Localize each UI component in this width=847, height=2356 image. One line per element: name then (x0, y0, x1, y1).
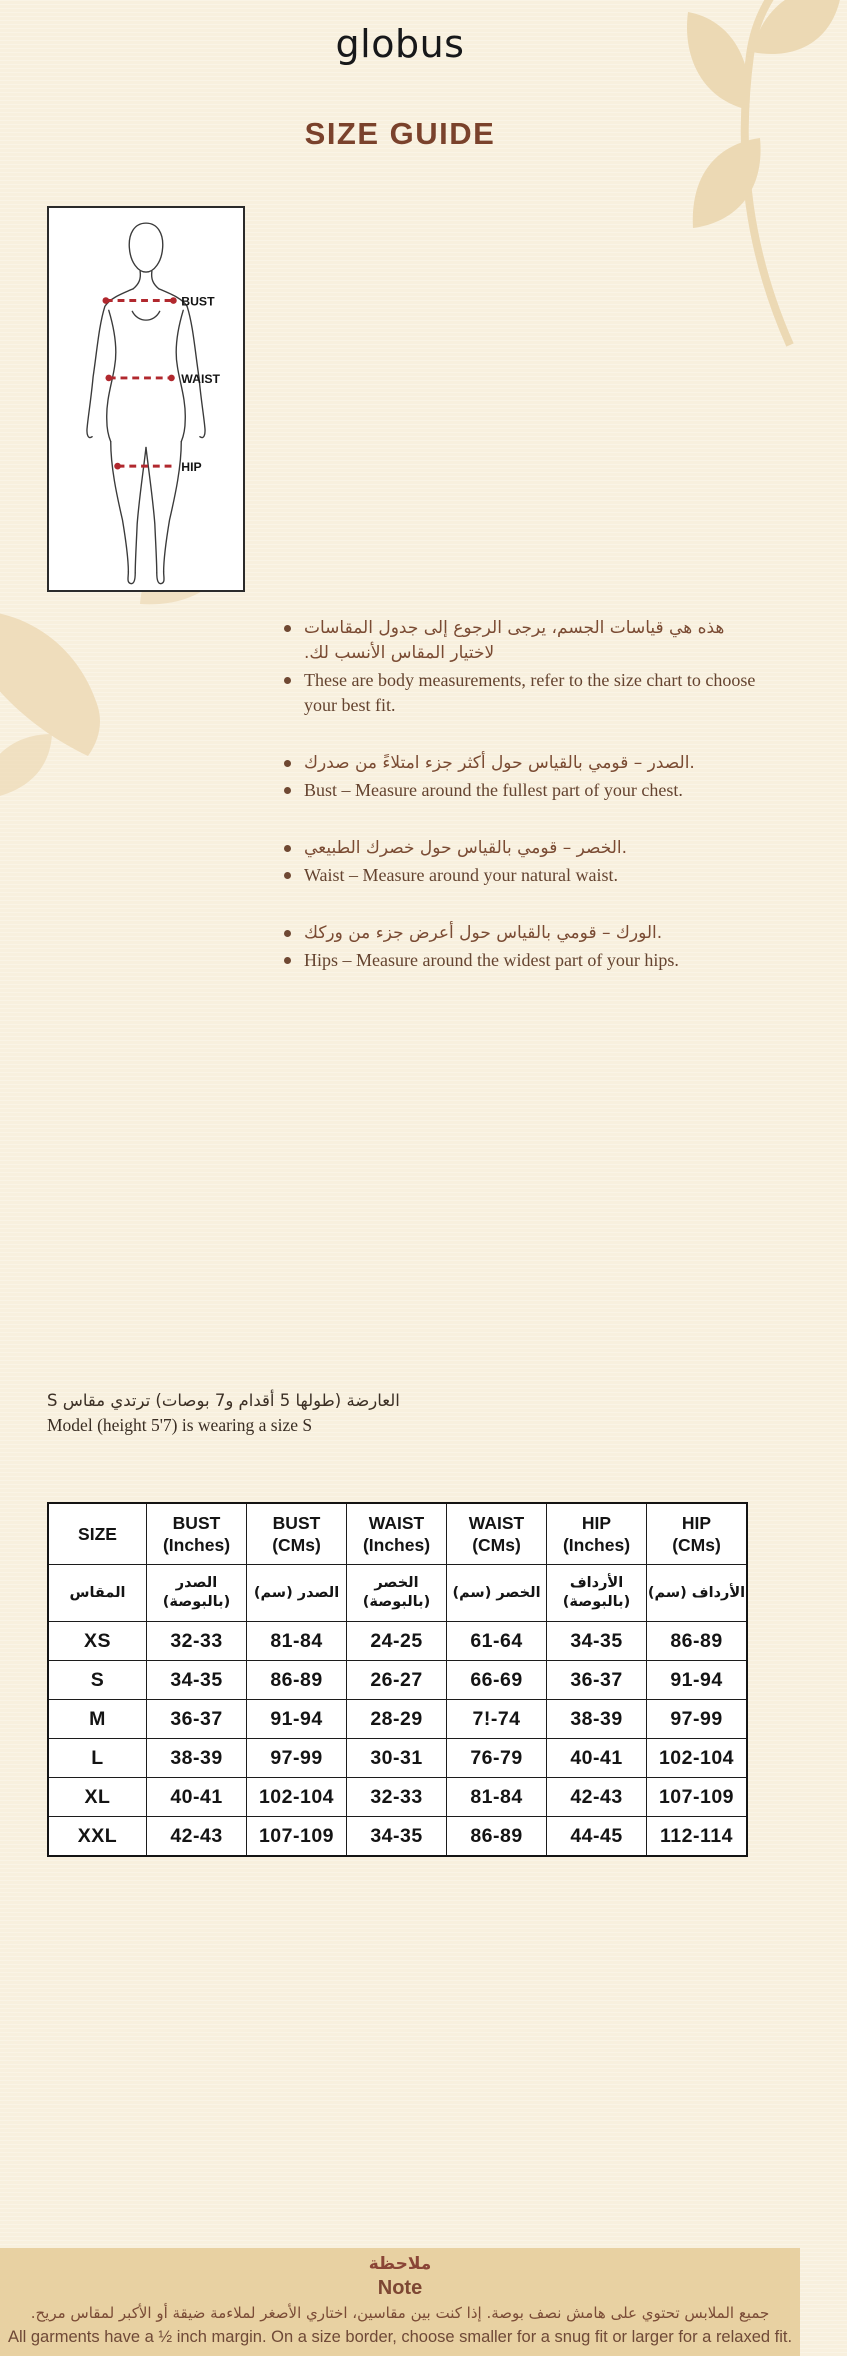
value-cell: 102-104 (247, 1778, 347, 1817)
value-cell: 42-43 (547, 1778, 647, 1817)
bullet-icon (284, 760, 291, 767)
size-table (47, 1502, 847, 1857)
column-header: BUST (CMs) (247, 1503, 347, 1565)
instruction-ar: .الصدر – قومي بالقياس حول أكثر جزء امتلاءً من صدرك (304, 753, 695, 773)
body-figure-illustration (49, 208, 243, 590)
instruction-ar: .الخصر – قومي بالقياس حول خصرك الطبيعي (304, 838, 628, 858)
value-cell: 34-35 (547, 1622, 647, 1661)
model-note-en: Model (height 5'7) is wearing a size S (47, 1415, 313, 1435)
table-row (48, 1739, 747, 1778)
list-item (284, 863, 760, 888)
value-cell: 107-109 (247, 1817, 347, 1857)
bullet-icon (284, 957, 291, 964)
column-header-ar: الخصر (سم) (447, 1565, 547, 1622)
instruction-group-waist (284, 836, 760, 888)
list-item (284, 836, 760, 861)
brand-logo: globus (335, 22, 465, 66)
size-cell: M (48, 1700, 147, 1739)
leaf-decoration-left (0, 556, 130, 806)
value-cell: 26-27 (347, 1661, 447, 1700)
column-header-ar: الخصر (بالبوصة) (347, 1565, 447, 1622)
bullet-icon (284, 787, 291, 794)
waist-label: WAIST (181, 371, 221, 386)
column-header-ar: الصدر (سم) (247, 1565, 347, 1622)
value-cell: 32-33 (147, 1622, 247, 1661)
value-cell: 86-89 (447, 1817, 547, 1857)
list-item (284, 948, 760, 973)
column-header: WAIST (Inches) (347, 1503, 447, 1565)
list-item (284, 921, 760, 946)
model-size-note (47, 1388, 527, 1437)
value-cell: 97-99 (647, 1700, 748, 1739)
column-header: HIP (CMs) (647, 1503, 748, 1565)
value-cell: 40-41 (547, 1739, 647, 1778)
value-cell: 91-94 (247, 1700, 347, 1739)
bust-label: BUST (181, 294, 215, 309)
table-row (48, 1661, 747, 1700)
waist-measure-line (105, 375, 174, 382)
note-section (0, 2248, 800, 2356)
value-cell: 81-84 (447, 1778, 547, 1817)
value-cell: 76-79 (447, 1739, 547, 1778)
value-cell: 102-104 (647, 1739, 748, 1778)
instruction-en: Bust – Measure around the fullest part of your chest. (304, 780, 683, 800)
bullet-icon (284, 677, 291, 684)
size-cell: XS (48, 1622, 147, 1661)
model-note-ar: العارضة (طولها 5 أقدام و7 بوصات) ترتدي مقاس S (47, 1391, 400, 1410)
note-heading-en: Note (377, 2277, 423, 2299)
column-header: BUST (Inches) (147, 1503, 247, 1565)
note-heading-ar: ملاحظة (368, 2254, 432, 2274)
value-cell: 107-109 (647, 1778, 748, 1817)
instruction-en: Hips – Measure around the widest part of your hips. (304, 950, 679, 970)
bullet-icon (284, 930, 291, 937)
size-cell: L (48, 1739, 147, 1778)
value-cell: 42-43 (147, 1817, 247, 1857)
list-item (284, 616, 760, 666)
column-header: HIP (Inches) (547, 1503, 647, 1565)
value-cell: 66-69 (447, 1661, 547, 1700)
value-cell: 7!-74 (447, 1700, 547, 1739)
bullet-icon (284, 625, 291, 632)
note-body-en: All garments have a ½ inch margin. On a size border, choose smaller for a snug fit or larger for a relaxed fit. (7, 2328, 793, 2346)
value-cell: 40-41 (147, 1778, 247, 1817)
table-header-row-arabic (48, 1565, 747, 1622)
column-header-ar: الأرداف (سم) (647, 1565, 748, 1622)
size-cell: XL (48, 1778, 147, 1817)
instruction-ar: هذه هي قياسات الجسم، يرجى الرجوع إلى جدول المقاسات لاختيار المقاس الأنسب لك. (304, 618, 725, 663)
list-item (284, 751, 760, 776)
instruction-en: These are body measurements, refer to the size chart to choose your best fit. (304, 670, 756, 715)
instruction-group-bust (284, 751, 760, 803)
value-cell: 91-94 (647, 1661, 748, 1700)
value-cell: 97-99 (247, 1739, 347, 1778)
value-cell: 86-89 (247, 1661, 347, 1700)
value-cell: 38-39 (147, 1739, 247, 1778)
table-row (48, 1700, 747, 1739)
body-measurement-diagram (47, 206, 245, 592)
column-header-ar: الصدر (بالبوصة) (147, 1565, 247, 1622)
size-cell: XXL (48, 1817, 147, 1857)
column-header: WAIST (CMs) (447, 1503, 547, 1565)
column-header-ar: الأرداف (بالبوصة) (547, 1565, 647, 1622)
instruction-list (284, 616, 760, 973)
value-cell: 112-114 (647, 1817, 748, 1857)
value-cell: 30-31 (347, 1739, 447, 1778)
instruction-group-overview (284, 616, 760, 718)
note-body-ar: جميع الملابس تحتوي على هامش نصف بوصة. إذا كنت بين مقاسين، اختاري الأصغر لملاءمة ضيقة أو الأكبر لمقاس مريح. (30, 2304, 770, 2322)
value-cell: 36-37 (147, 1700, 247, 1739)
value-cell: 36-37 (547, 1661, 647, 1700)
value-cell: 34-35 (347, 1817, 447, 1857)
table-header-row-english (48, 1503, 747, 1565)
page-title: SIZE GUIDE (304, 116, 496, 151)
value-cell: 24-25 (347, 1622, 447, 1661)
column-header: SIZE (48, 1503, 147, 1565)
value-cell: 32-33 (347, 1778, 447, 1817)
column-header-ar: المقاس (48, 1565, 147, 1622)
value-cell: 44-45 (547, 1817, 647, 1857)
table-row (48, 1817, 747, 1857)
value-cell: 61-64 (447, 1622, 547, 1661)
table-row (48, 1778, 747, 1817)
instruction-ar: .الورك – قومي بالقياس حول أعرض جزء من وركك (304, 923, 663, 943)
table-row (48, 1622, 747, 1661)
bullet-icon (284, 872, 291, 879)
value-cell: 86-89 (647, 1622, 748, 1661)
value-cell: 34-35 (147, 1661, 247, 1700)
bullet-icon (284, 845, 291, 852)
list-item (284, 778, 760, 803)
value-cell: 81-84 (247, 1622, 347, 1661)
list-item (284, 668, 760, 718)
value-cell: 38-39 (547, 1700, 647, 1739)
hip-label: HIP (181, 460, 202, 475)
instruction-en: Waist – Measure around your natural waist. (304, 865, 618, 885)
instruction-group-hip (284, 921, 760, 973)
value-cell: 28-29 (347, 1700, 447, 1739)
size-cell: S (48, 1661, 147, 1700)
